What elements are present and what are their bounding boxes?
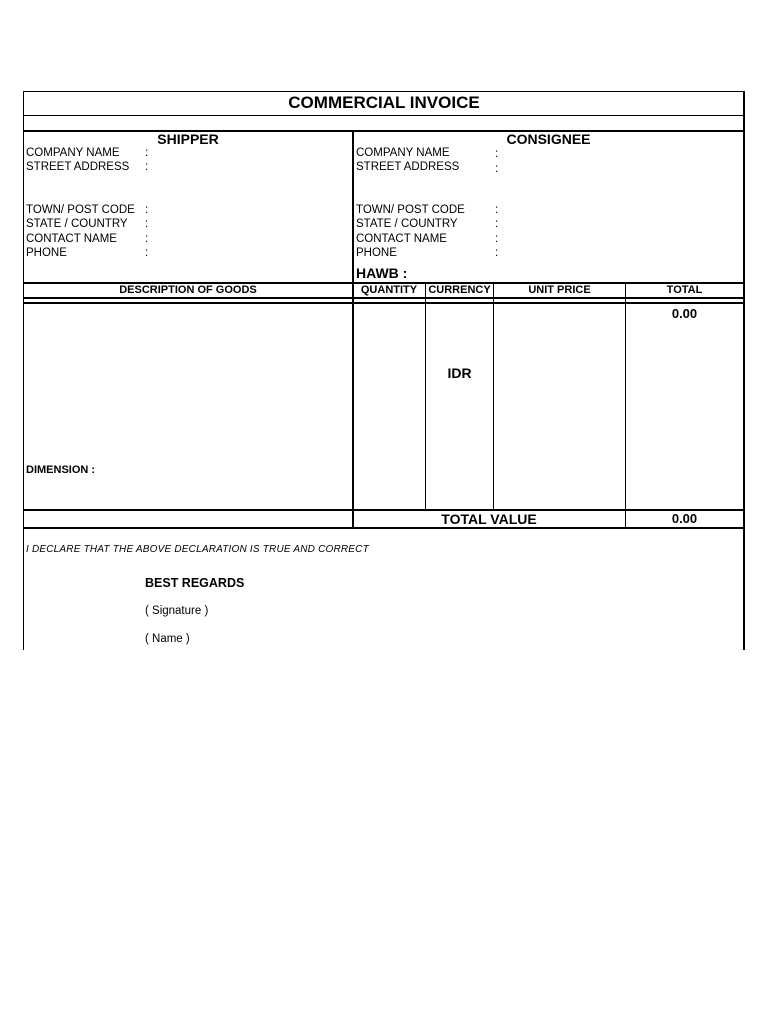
shipper-state-country-label: STATE / COUNTRY (26, 218, 128, 230)
row-total-value: 0.00 (671, 306, 698, 321)
signature-placeholder: ( Signature ) (145, 605, 209, 617)
consignee-street-address-separator: : (495, 163, 499, 175)
frame-right-border (743, 91, 745, 650)
column-header-currency: CURRENCY (428, 284, 491, 296)
consignee-state-country-label: STATE / COUNTRY (356, 218, 458, 230)
consignee-company-name-label: COMPANY NAME (356, 147, 450, 159)
total-value-amount: 0.00 (671, 511, 698, 526)
frame-top-border (23, 91, 745, 92)
shipper-town-post-code-label: TOWN/ POST CODE (26, 204, 135, 216)
consignee-state-country-separator: : (495, 218, 499, 230)
best-regards-label: BEST REGARDS (145, 576, 245, 590)
column-divider-currency (425, 283, 426, 510)
column-header-description: DESCRIPTION OF GOODS (119, 284, 257, 296)
shipper-town-post-code-separator: : (145, 204, 149, 216)
currency-value: IDR (447, 365, 472, 381)
shipper-heading: SHIPPER (157, 131, 219, 147)
consignee-street-address-label: STREET ADDRESS (356, 161, 460, 173)
consignee-phone-label: PHONE (356, 247, 397, 259)
consignee-heading: CONSIGNEE (506, 131, 591, 147)
consignee-town-post-code-label: TOWN/ POST CODE (356, 204, 465, 216)
consignee-contact-name-separator: : (495, 233, 499, 245)
shipper-contact-name-separator: : (145, 233, 149, 245)
declaration-text: I DECLARE THAT THE ABOVE DECLARATION IS TRUE AND CORRECT (26, 544, 369, 555)
consignee-phone-separator: : (495, 247, 499, 259)
frame-left-border (23, 91, 24, 650)
column-header-quantity: QUANTITY (360, 284, 418, 296)
shipper-phone-label: PHONE (26, 247, 67, 259)
title-divider (23, 115, 745, 116)
column-divider-unit-price (493, 283, 494, 510)
parties-divider (352, 131, 354, 529)
consignee-contact-name-label: CONTACT NAME (356, 233, 447, 245)
name-placeholder: ( Name ) (145, 633, 190, 645)
shipper-company-name-separator: : (145, 147, 149, 159)
shipper-street-address-label: STREET ADDRESS (26, 161, 130, 173)
shipper-state-country-separator: : (145, 218, 149, 230)
consignee-town-post-code-separator: : (495, 204, 499, 216)
column-header-unit-price: UNIT PRICE (528, 284, 591, 296)
table-header-bottom-divider (23, 297, 745, 299)
dimension-label: DIMENSION : (26, 464, 96, 476)
table-body-top-divider (23, 302, 745, 304)
total-value-label: TOTAL VALUE (441, 511, 537, 527)
total-row-bottom-divider (23, 527, 745, 529)
shipper-street-address-separator: : (145, 161, 149, 173)
hawb-label: HAWB : (356, 265, 408, 281)
shipper-company-name-label: COMPANY NAME (26, 147, 120, 159)
consignee-company-name-separator: : (495, 148, 499, 160)
shipper-contact-name-label: CONTACT NAME (26, 233, 117, 245)
page-title: COMMERCIAL INVOICE (288, 93, 480, 112)
shipper-phone-separator: : (145, 247, 149, 259)
column-header-total: TOTAL (666, 284, 703, 296)
